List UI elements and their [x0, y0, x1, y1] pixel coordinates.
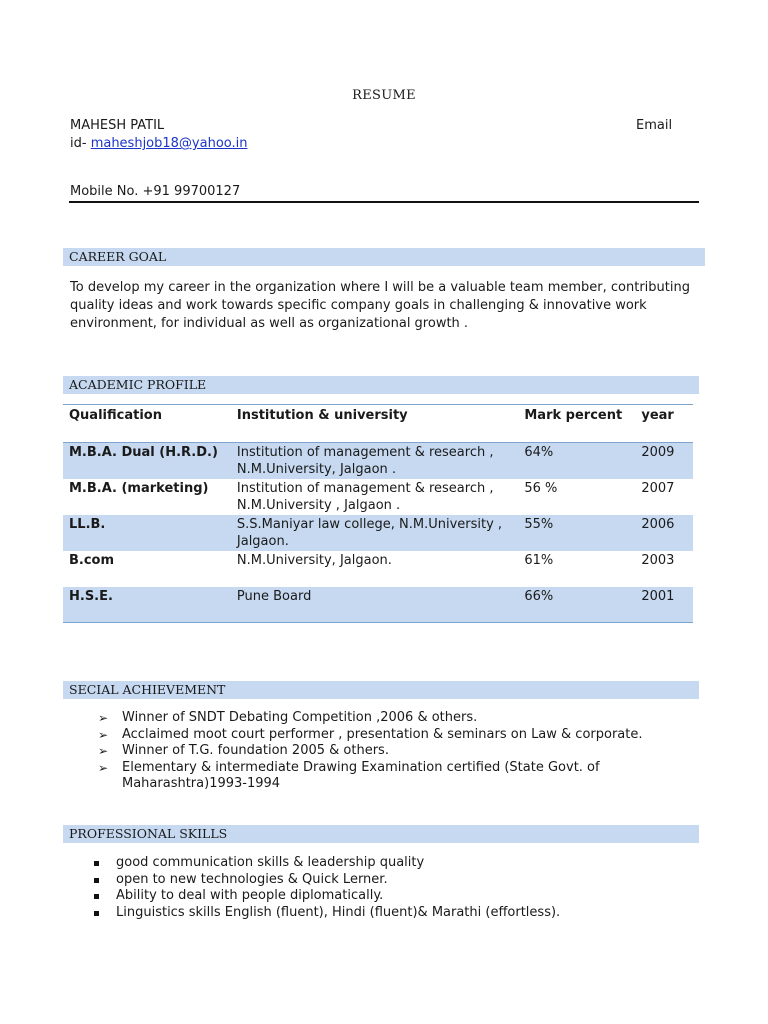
- academic-profile-heading: ACADEMIC PROFILE: [63, 376, 699, 394]
- table-row: [63, 479, 693, 515]
- column-header-institution: Institution & university: [236, 408, 408, 423]
- list-item: ➢ Elementary & intermediate Drawing Examination certified (State Govt. of Maharashtra)1993-1994: [98, 760, 708, 793]
- year-cell: 2007: [641, 480, 675, 496]
- year-cell: 2003: [641, 552, 675, 568]
- candidate-name: MAHESH PATIL: [70, 118, 165, 133]
- career-goal-text: To develop my career in the organization where I will be a valuable team member, contributing quality ideas and work towards specific company goals in challenging & innovative work environment, for individual as well as organizational growth .: [70, 280, 690, 331]
- header-divider: [69, 201, 699, 203]
- year-cell: 2001: [641, 588, 675, 604]
- academic-table: [63, 404, 693, 623]
- list-item: open to new technologies & Quick Lerner.: [92, 872, 702, 889]
- list-item: ➢ Winner of T.G. foundation 2005 & others.: [98, 743, 708, 760]
- qualification-cell: M.B.A. Dual (H.R.D.): [69, 445, 218, 460]
- table-row: [63, 587, 693, 623]
- institution-cell: S.S.Maniyar law college, N.M.University , Jalgaon.: [236, 516, 503, 549]
- email-link[interactable]: maheshjob18@yahoo.in: [90, 136, 248, 151]
- qualification-cell: H.S.E.: [69, 588, 113, 604]
- column-header-qualification: Qualification: [69, 408, 162, 423]
- institution-cell: N.M.University, Jalgaon.: [236, 552, 392, 568]
- mobile-number: Mobile No. +91 99700127: [70, 184, 241, 199]
- professional-skills-heading: PROFESSIONAL SKILLS: [63, 825, 699, 843]
- mark-cell: 64%: [524, 445, 554, 460]
- email-line: [70, 136, 248, 151]
- list-item: Linguistics skills English (fluent), Hindi (fluent)& Marathi (effortless).: [92, 905, 702, 922]
- qualification-cell: M.B.A. (marketing): [69, 480, 209, 496]
- email-label: Email: [636, 118, 673, 133]
- list-item: ➢ Acclaimed moot court performer , presentation & seminars on Law & corporate.: [98, 727, 708, 744]
- list-item: ➢ Winner of SNDT Debating Competition ,2006 & others.: [98, 710, 708, 727]
- qualification-cell: B.com: [69, 552, 115, 568]
- table-row: [63, 515, 693, 551]
- qualification-cell: LL.B.: [69, 516, 106, 532]
- column-header-mark: Mark percent: [524, 408, 623, 423]
- email-prefix: id-: [70, 136, 91, 151]
- year-cell: 2006: [641, 516, 675, 532]
- table-row: [63, 443, 693, 479]
- mark-cell: 66%: [524, 588, 554, 604]
- year-cell: 2009: [641, 445, 675, 460]
- mark-cell: 56 %: [524, 480, 558, 496]
- column-header-year: year: [641, 408, 674, 423]
- mark-cell: 55%: [524, 516, 554, 532]
- table-row: [63, 551, 693, 587]
- institution-cell: Institution of management & research , N.M.University, Jalgaon .: [236, 445, 494, 477]
- list-item: good communication skills & leadership quality: [92, 855, 702, 872]
- institution-cell: Pune Board: [236, 588, 312, 604]
- list-item: Ability to deal with people diplomatically.: [92, 888, 702, 905]
- resume-title: RESUME: [352, 88, 416, 103]
- career-goal-heading: CAREER GOAL: [63, 248, 705, 266]
- institution-cell: Institution of management & research , N.M.University , Jalgaon .: [236, 480, 494, 513]
- academic-table-header: [63, 405, 693, 443]
- mark-cell: 61%: [524, 552, 554, 568]
- professional-skills-list: [92, 855, 702, 921]
- social-achievement-heading: SECIAL ACHIEVEMENT: [63, 681, 699, 699]
- social-achievement-list: [98, 710, 708, 793]
